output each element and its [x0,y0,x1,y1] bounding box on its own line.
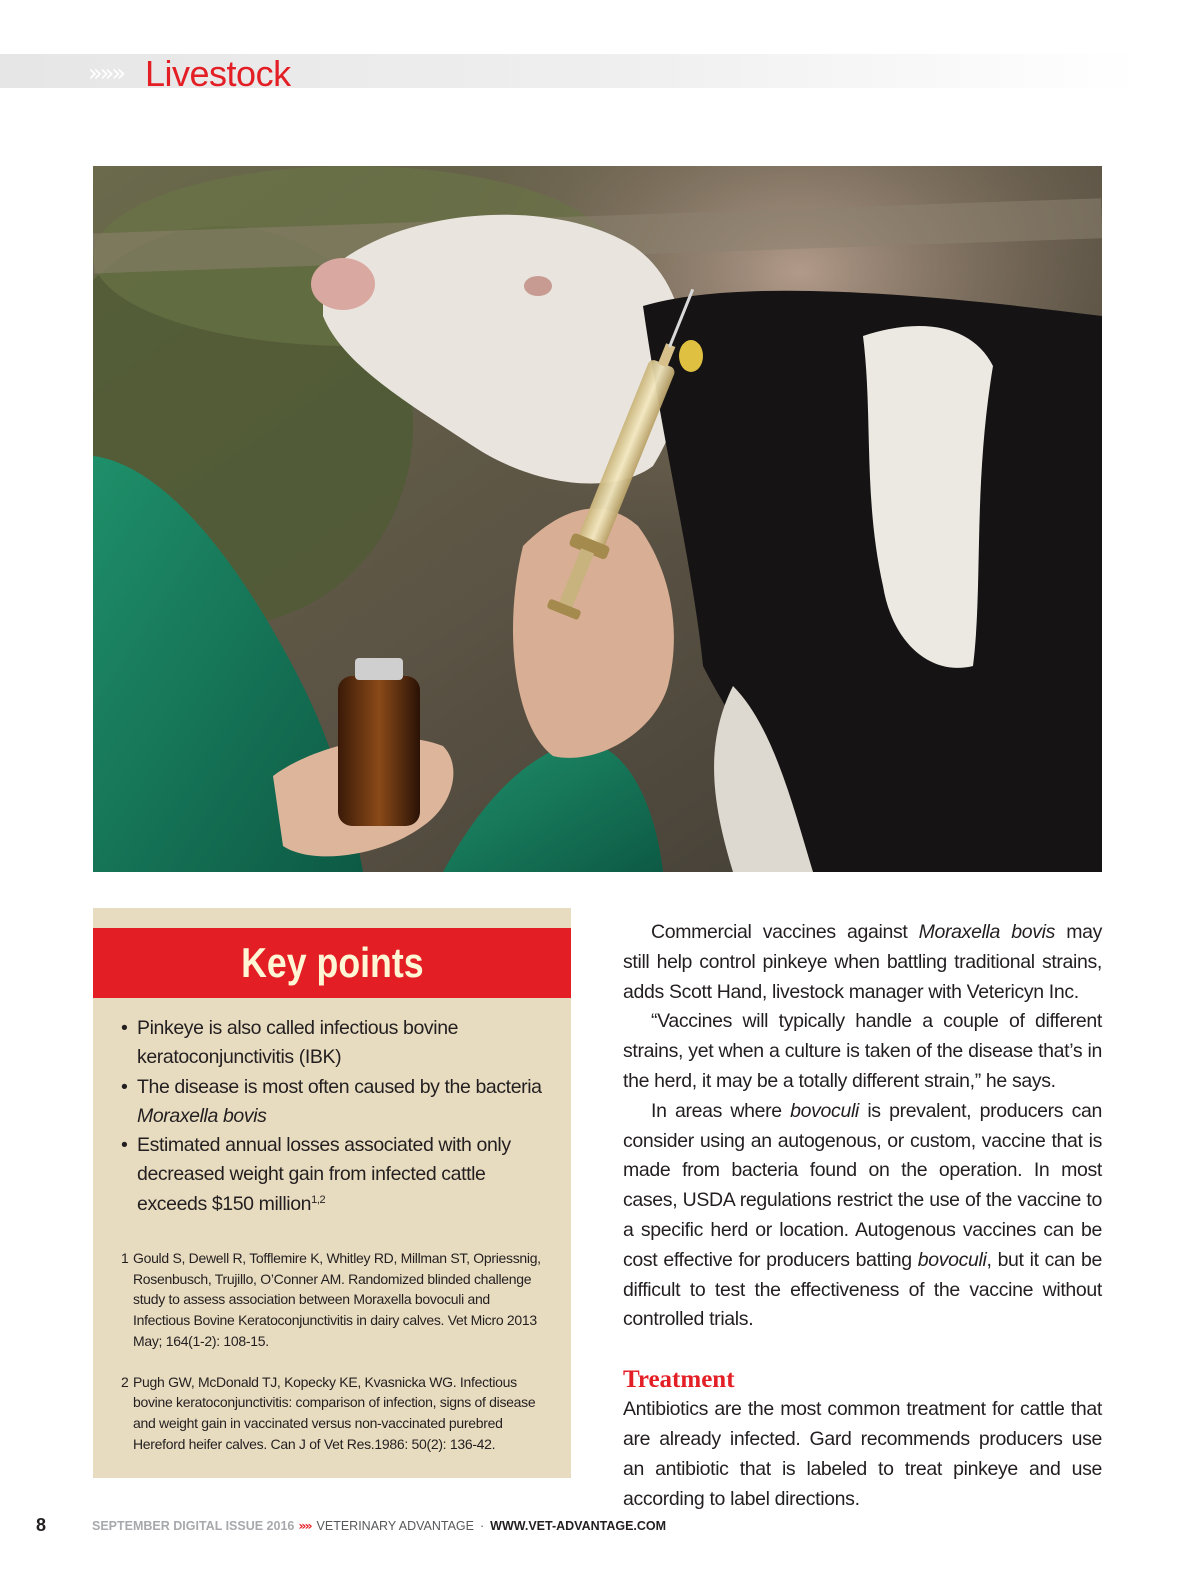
citation-superscript: 1,2 [311,1193,326,1206]
article-paragraph: In areas where bovoculi is prevalent, producers can consider using an autogenous, or custom, vaccine that is made from bacteria found on the operation. In most cases, USDA regulations restrict the use of the vaccine to a specific herd or location. Autogenous vaccines can be cost effective for producers batting bovoculi, but it can be difficult to test the effectiveness of the vaccine without controlled trials. [623,1099,1103,1331]
key-point-item: • Estimated annual losses associated with only decreased weight gain from infected cattle exceeds $150 million$^{1,2}$ [119,1131,549,1219]
header-chevron-icon: »»» [88,59,124,87]
key-points-banner [93,928,571,998]
page-number: 8 [36,1515,47,1535]
key-point-item: • Pinkeye is also called infectious bovine keratoconjunctivitis (IBK) [119,1014,549,1073]
bullet-icon: • [121,1075,128,1098]
key-points-title: Key points [240,939,424,986]
hero-photo [93,166,1102,872]
footer-issue: SEPTEMBER DIGITAL ISSUE 2016 [92,1519,295,1533]
page-footer [0,1513,1200,1543]
footer-text [92,1517,666,1535]
reference-item: 1 Gould S, Dewell R, Tofflemire K, Whitley RD, Millman ST, Opriessnig, Rosenbusch, Trujillo, O’Conner AM. Randomized blinded challenge study to assess association between Moraxella bovoculi and Infectious Bovine Keratoconjunctivitis in dairy calves. Vet Micro 2013 May; 164(1-2): 108-15. [121,1250,541,1349]
bullet-icon: • [121,1134,128,1157]
footer-url-link[interactable]: WWW.VET-ADVANTAGE.COM [490,1519,667,1533]
article-paragraph: Antibiotics are the most common treatment for cattle that are already infected. Gard recommends producers use an antibiotic that is labeled to treat pinkeye and use according to label directions. [623,1398,1102,1510]
reference-item: 2 Pugh GW, McDonald TJ, Kopecky KE, Kvasnicka WG. Infectious bovine keratoconjunctivitis: comparison of infection, signs of disease and weight gain in vaccinated versus non-vaccinated purebred Hereford heifer calves. Can J of Vet Res.1986: 50(2): 136-42. [121,1373,536,1452]
photo-vaccine-syringe-cow-icon [93,166,1102,872]
bullet-icon: • [121,1017,128,1039]
key-point-item: • The disease is most often caused by the bacteria Moraxella bovis [119,1073,549,1132]
references-list [119,1248,549,1474]
article-column [623,918,1102,1514]
footer-chevron-icon: »» [298,1518,311,1533]
footer-magazine: VETERINARY ADVANTAGE [316,1519,474,1533]
footer-separator: · [479,1519,485,1533]
article-paragraph: “Vaccines will typically handle a couple of different strains, yet when a culture is taken of the disease that’s in the herd, it may be a totally different strain,” he says. [623,1010,1102,1092]
article-paragraph: Commercial vaccines against Moraxella bovis may still help control pinkeye when battling traditional strains, adds Scott Hand, livestock manager with Vetericyn Inc. [623,921,1102,1003]
key-points-list [119,1014,549,1219]
section-title: Livestock [145,53,291,94]
key-points-box [93,908,571,1478]
treatment-subhead: Treatment [623,1366,735,1394]
